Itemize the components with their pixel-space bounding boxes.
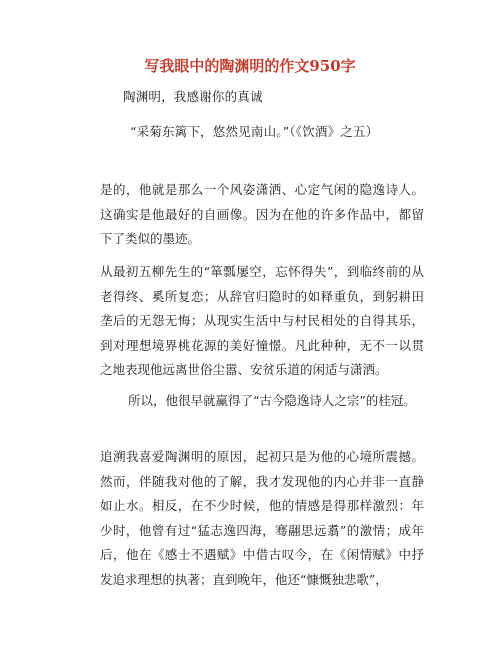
paragraph-2: 从最初五柳先生的“箪瓢屡空，忘怀得失”，到临终前的从老得终、奚所复恋；从辞官归隐时的如释重负，到躬耕田垄后的无怨无悔；从现实生活中与村民相处的自得其乐，到对理想境界桃花源的美好憧憬。凡此种种，无不一以贯之地表现他远离世俗尘嚣、安贫乐道的闲适与潇洒。 [100, 264, 424, 377]
paragraph-4: 追溯我喜爱陶渊明的原因，起初只是为他的心境所震撼。然而，伴随我对他的了解，我才发现他的内心并非一直静如止水。相反，在不少时候，他的情感是得那样激烈：年少时，他曾有过“猛志逸四海，骞翮思远翥”的激情；成年后，他在《感士不遇赋》中借古叹今，在《闲情赋》中抒发追求理想的执著；直到晚年，他还“慷慨独悲歌”， [100, 449, 424, 587]
paragraph-1: 是的，他就是那么一个风姿潇洒、心定气闲的隐逸诗人。这确实是他最好的自画像。因为在他的许多作品中，都留下了类似的墨迹。 [100, 182, 424, 246]
paragraph-3: 所以，他很早就赢得了“古今隐逸诗人之宗”的桂冠。 [128, 393, 416, 408]
document-subtitle: 陶渊明，我感谢你的真诚 [123, 89, 263, 104]
page-title: 写我眼中的陶渊明的作文950字 [144, 57, 356, 75]
poem-quote: “采菊东篱下，悠然见南山。”（《饮酒》之五） [130, 124, 379, 139]
